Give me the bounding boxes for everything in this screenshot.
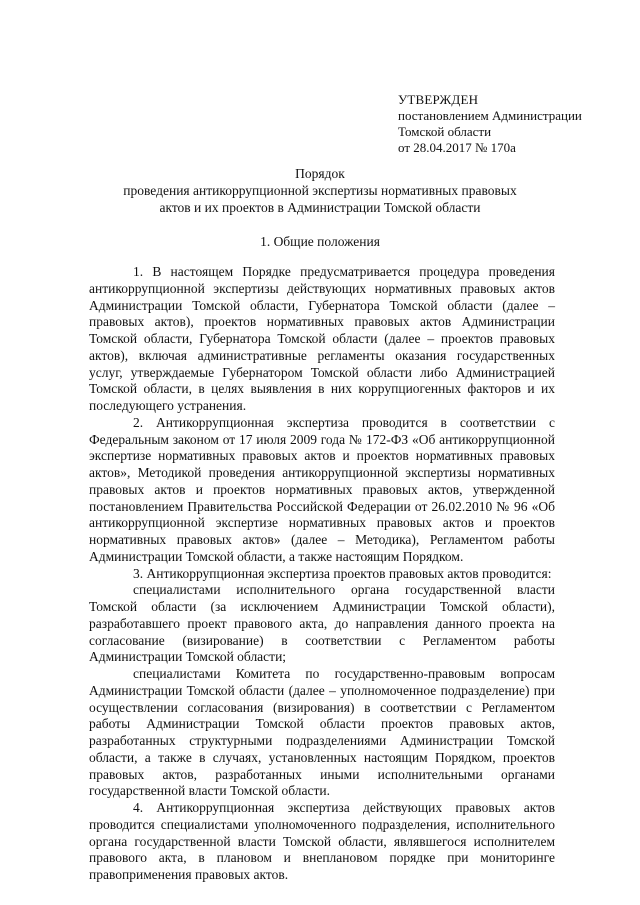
approval-line: постановлением Администрации	[398, 108, 582, 123]
section-heading: 1. Общие положения	[260, 234, 380, 249]
paragraph: специалистами исполнительного органа государственной власти Томской области (за исключением Администрации Томской области), разработавшего проект правового акта, до направления данного проекта на согласование (визирование) в соответствии с Регламентом работы Администрации Томской области;	[89, 582, 555, 665]
paragraph: 3. Антикоррупционная экспертиза проектов правовых актов проводится:	[133, 565, 552, 581]
approval-line: Томской области	[398, 124, 492, 139]
paragraph: специалистами Комитета по государственно-правовым вопросам Администрации Томской области (далее – уполномоченное подразделение) при осуществлении согласования (визирования) в соответствии с Регламентом работы Администрации Томской области проектов правовых актов, разработанных структурными подразделениями Администрации Томской области, а также в случаях, установленных настоящим Порядком, проектов правовых актов, разработанных иными исполнительными органами государственной власти Томской области.	[89, 666, 555, 799]
paragraph: 2. Антикоррупционная экспертиза проводится в соответствии с Федеральным законом от 17 июля 2009 года № 172-ФЗ «Об антикоррупционной экспертизе нормативных правовых актов и проектов нормативных правовых актов», Методикой проведения антикоррупционной экспертизы нормативных правовых актов и проектов нормативных правовых актов, утвержденной постановлением Правительства Российской Федерации от 26.02.2010 № 96 «Об антикоррупционной экспертизе нормативных правовых актов и проектов нормативных правовых актов» (далее – Методика), Регламентом работы Администрации Томской области, а также настоящим Порядком.	[89, 414, 555, 564]
approval-stamp	[398, 92, 582, 156]
document-title	[0, 165, 640, 216]
title-line: актов и их проектов в Администрации Томской области	[159, 200, 481, 215]
paragraph: 1. В настоящем Порядке предусматривается процедура проведения антикоррупционной экспертизы действующих нормативных правовых актов Администрации Томской области, Губернатора Томской области (далее – правовых актов), проектов нормативных правовых актов Администрации Томской области, Губернатора Томской области (далее – проектов правовых актов), включая административные регламенты оказания государственных услуг, утверждаемые Губернатором Томской области либо Администрацией Томской области, в целях выявления в них коррупциогенных факторов и их последующего устранения.	[89, 264, 555, 413]
paragraph: 4. Антикоррупционная экспертиза действующих правовых актов проводится специалистами уполномоченного подразделения, исполнительного органа государственной власти Томской области, являвшегося исполнителем правового акта, в плановом и внеплановом порядке при мониторинге правоприменения правовых актов.	[89, 800, 555, 882]
document-body	[89, 264, 555, 884]
title-line: проведения антикоррупционной экспертизы нормативных правовых	[123, 183, 517, 198]
title-line: Порядок	[295, 166, 345, 181]
approval-heading: УТВЕРЖДЕН	[398, 92, 479, 107]
approval-date: от 28.04.2017 № 170а	[398, 140, 516, 155]
